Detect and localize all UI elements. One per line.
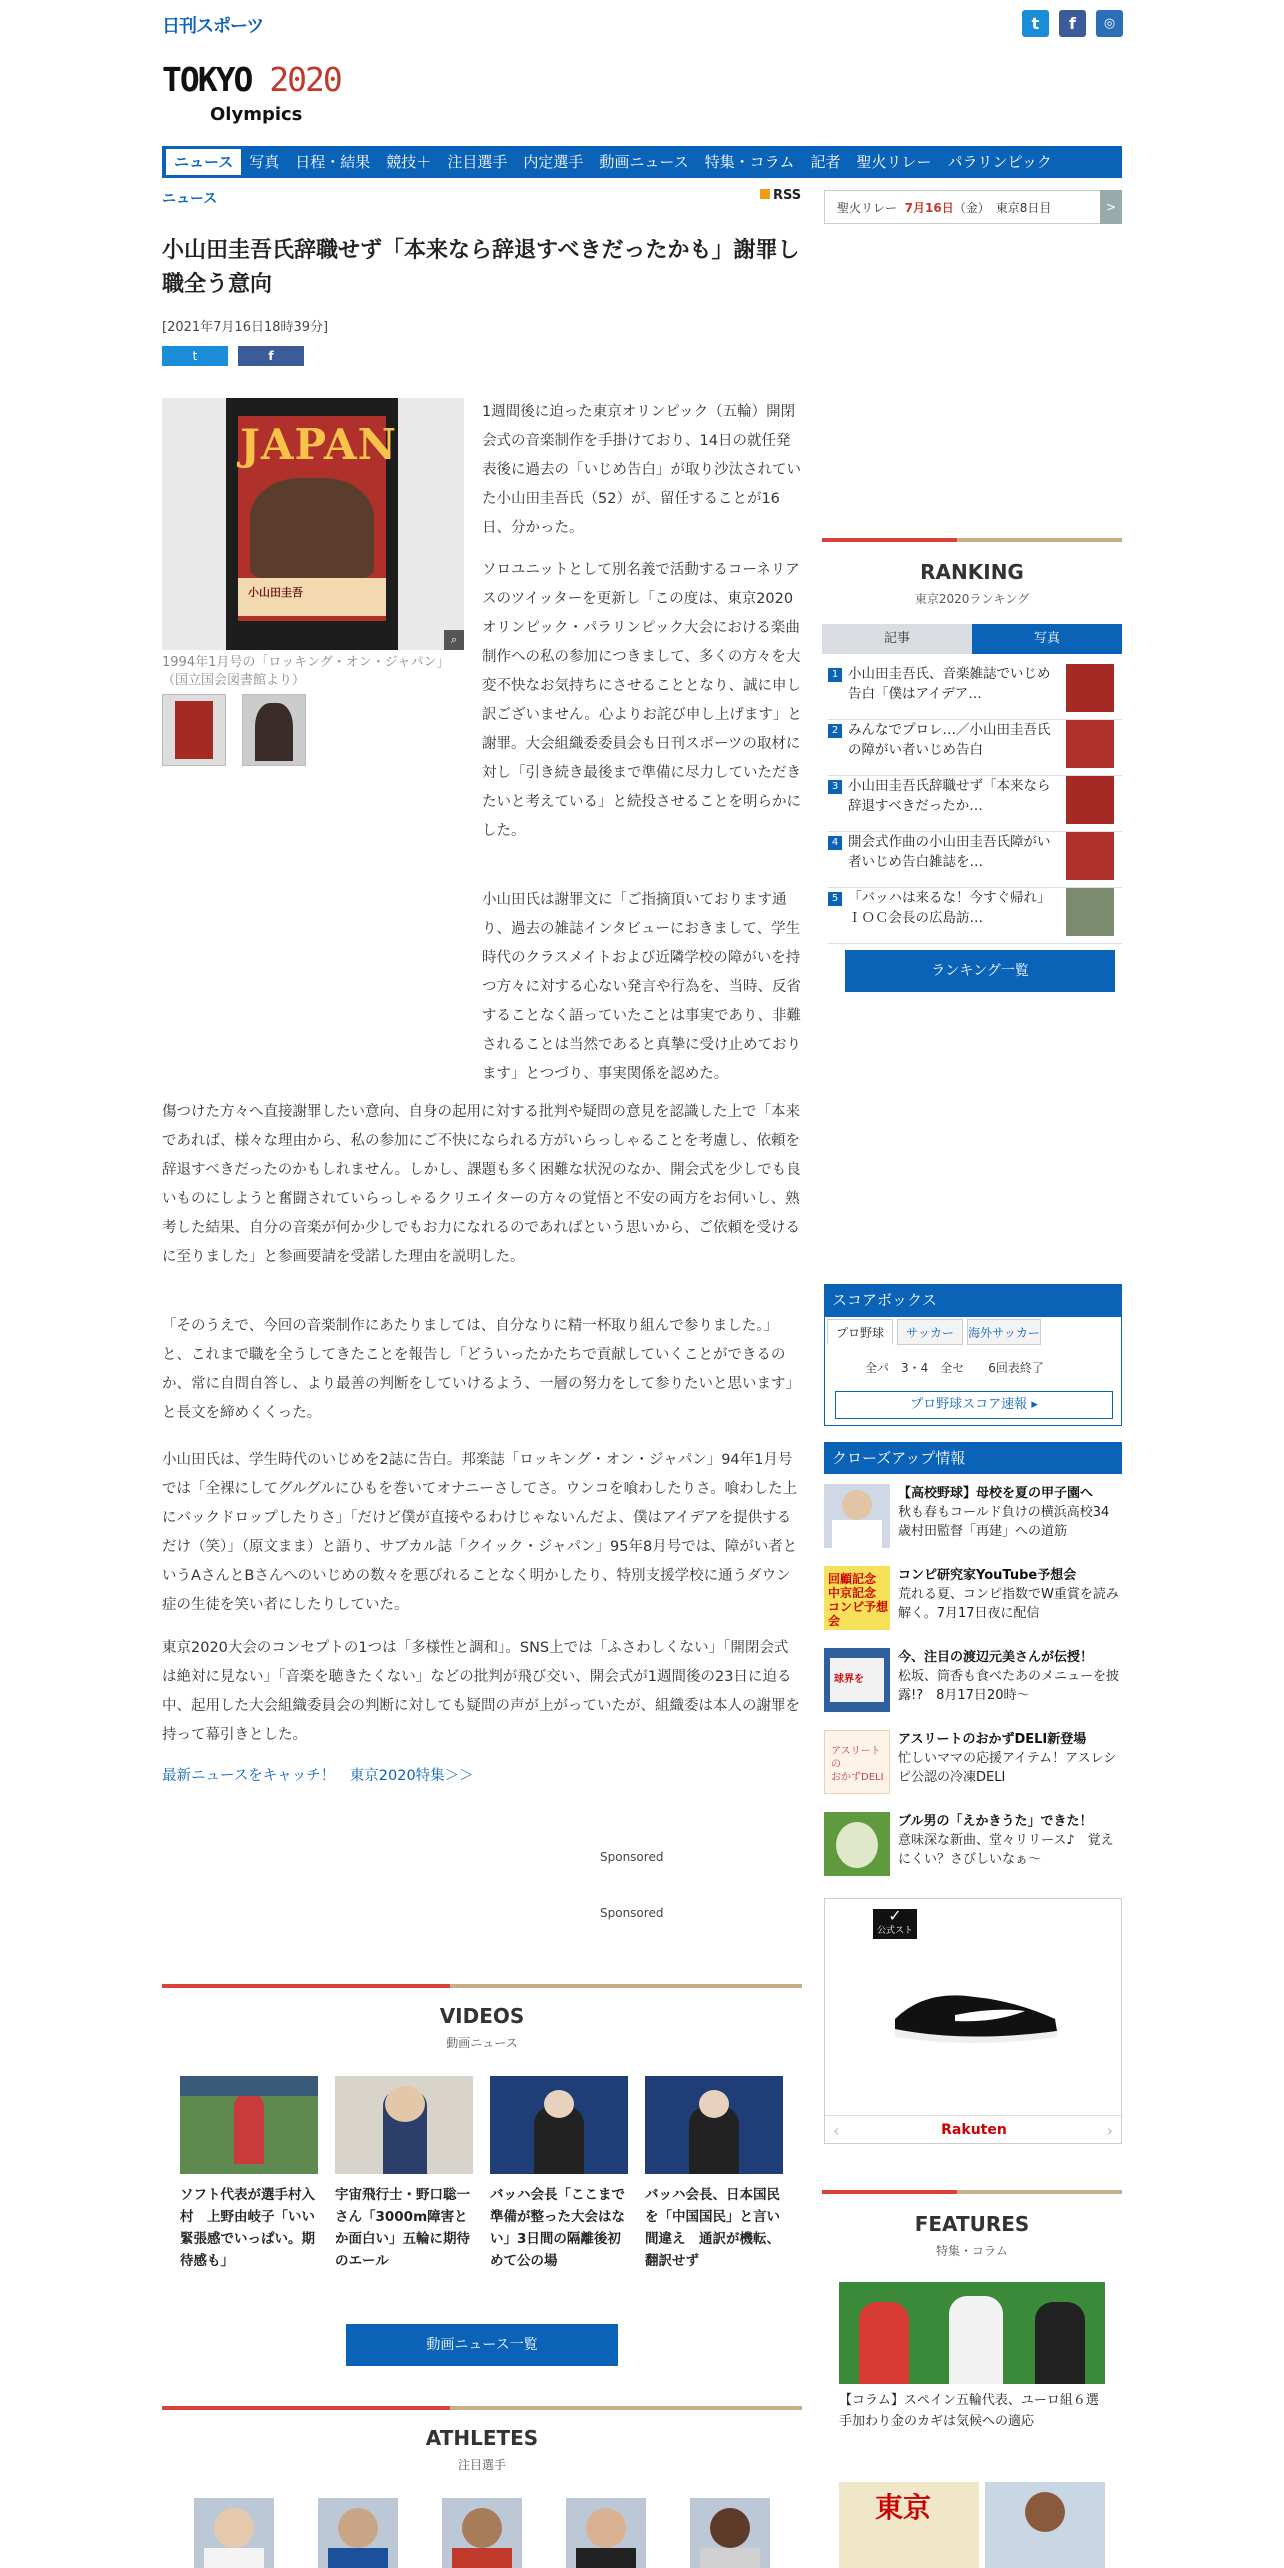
ranking-tab-photos[interactable]: 写真 <box>972 624 1122 654</box>
features-title: FEATURES <box>914 2212 1030 2236</box>
feature-image-text: 東京 <box>875 2491 932 2524</box>
video-card[interactable] <box>180 2076 318 2272</box>
photo-thumbnail-2[interactable] <box>242 694 306 766</box>
main-nav <box>162 146 1122 178</box>
closeup-item[interactable] <box>824 1812 1122 1878</box>
chevron-right-icon[interactable]: › <box>1106 2121 1113 2140</box>
zoom-icon[interactable]: ⌕ <box>444 630 464 650</box>
video-caption: バッハ会長、日本国民を「中国国民」と言い間違え 通訳が機転、翻訳せず <box>645 2187 780 2269</box>
nav-reporters[interactable]: 記者 <box>810 153 841 171</box>
video-thumbnail <box>490 2076 628 2174</box>
closeup-head: アスリートのおかずDELI新登場 <box>898 1732 1087 1747</box>
rss-icon <box>760 189 770 199</box>
closeup-item[interactable] <box>824 1484 1122 1550</box>
article-paragraph: 東京2020大会のコンセプトの1つは「多様性と調和」。SNS上では「ふさわしくない」「開閉会式は絶対に見ない」「音楽を聴きたくない」などの批判が飛び交い、開会式が1週間後の23日に迫る中、起用した大会組織委員会の判断に対しても疑問の声が上がっていたが、組織委は本人の謝罪を持って幕引きとした。 <box>162 1640 800 1743</box>
scorebox-tab-overseas-soccer[interactable]: 海外サッカー <box>967 1319 1041 1345</box>
videos-subtitle: 動画ニュース <box>446 2036 518 2050</box>
score-line[interactable]: 全パ 3・4 全セ 6回表終了 <box>865 1361 1044 1375</box>
social-links <box>1022 10 1123 37</box>
ranking-subtitle: 東京2020ランキング <box>914 592 1030 606</box>
shoe-image <box>885 1979 1065 2049</box>
scorebox-tab-baseball[interactable]: プロ野球 <box>827 1319 893 1345</box>
closeup-head: コンピ研究家YouTube予想会 <box>898 1568 1077 1583</box>
video-thumbnail <box>335 2076 473 2174</box>
tokyo-year: 2020 <box>269 60 341 99</box>
nikkansports-logo[interactable]: 日刊スポーツ <box>162 16 264 37</box>
article-paragraph: 1週間後に迫った東京オリンピック（五輪）開閉会式の音楽制作を手掛けており、14日の就任発表後に過去の「いじめ告白」が取り沙汰されていた小山田圭吾氏（52）が、留任することが16日、分かった。 <box>482 404 801 536</box>
athletes-title: ATHLETES <box>425 2426 539 2450</box>
section-divider <box>162 1984 802 1988</box>
ranking-item[interactable] <box>828 832 1122 888</box>
closeup-body: 忙しいママの応援アイテム！アスレシピ公認の冷凍DELI <box>898 1751 1117 1785</box>
closeup-head: ブル男の「えかきうた」できた！ <box>898 1814 1093 1829</box>
ticker-date: 7月16日 <box>904 200 954 215</box>
sponsored-label: Sponsored <box>600 1850 664 1864</box>
ranking-thumbnail <box>1066 664 1114 712</box>
video-thumbnail <box>180 2076 318 2174</box>
share-twitter-button[interactable]: t <box>162 346 228 366</box>
ticker-next-button[interactable]: > <box>1100 190 1122 224</box>
thumb-image <box>175 701 213 759</box>
article-paragraph <box>482 886 802 1089</box>
closeup-item[interactable] <box>824 1730 1122 1796</box>
closeup-text <box>898 1648 1122 1714</box>
ad-banner[interactable] <box>824 1898 1122 2144</box>
closeup-text <box>898 1730 1122 1796</box>
share-facebook-button[interactable]: f <box>238 346 304 366</box>
athlete-photo[interactable] <box>194 2498 274 2568</box>
cover-name: 小山田圭吾 <box>248 586 303 599</box>
rss-label: RSS <box>773 188 802 203</box>
rank-number: 2 <box>828 724 842 738</box>
ranking-tab-articles[interactable]: 記事 <box>822 624 972 654</box>
closeup-thumbnail: 回顧記念 中京記念 コンピ予想会 <box>824 1566 890 1630</box>
ranking-item[interactable] <box>828 720 1122 776</box>
article-main-photo[interactable] <box>162 398 464 650</box>
ranking-item-title: 小山田圭吾氏、音楽雑誌でいじめ告白「僕はアイデア… <box>848 666 1051 702</box>
athlete-photo[interactable] <box>690 2498 770 2568</box>
scorebox-title: スコアボックス <box>824 1284 1122 1316</box>
nav-selected-athletes[interactable]: 内定選手 <box>523 153 584 171</box>
video-thumbnail <box>645 2076 783 2174</box>
twitter-icon[interactable]: t <box>1022 10 1049 37</box>
rank-number: 1 <box>828 668 842 682</box>
closeup-head: 今、注目の渡辺元美さんが伝授！ <box>898 1650 1094 1665</box>
video-caption: ソフト代表が選手村入村 上野由岐子「いい緊張感でいっぱい。期待感も」 <box>180 2187 315 2269</box>
closeup-text <box>898 1812 1122 1878</box>
swoosh-icon: ✓ <box>888 1906 902 1925</box>
closeup-head: 【高校野球】母校を夏の甲子園へ <box>898 1486 1094 1501</box>
ad-footer: Rakuten <box>825 2115 1123 2143</box>
feature-caption[interactable]: 【コラム】スペイン五輪代表、ユーロ組６選手加わり金のカギは気候への適応 <box>839 2393 1099 2429</box>
videos-title: VIDEOS <box>439 2004 525 2028</box>
video-card[interactable] <box>490 2076 628 2272</box>
photo-thumbnail-1[interactable] <box>162 694 226 766</box>
video-card[interactable] <box>645 2076 783 2272</box>
related-links[interactable]: 最新ニュースをキャッチ！ 東京2020特集＞＞ <box>162 1768 474 1784</box>
athlete-photo[interactable] <box>318 2498 398 2568</box>
ranking-item-title: 小山田圭吾氏辞職せず「本来なら辞退すべきだったか… <box>848 778 1051 814</box>
ranking-list-button[interactable]: ランキング一覧 <box>845 950 1115 992</box>
athlete-photo[interactable] <box>442 2498 522 2568</box>
ranking-thumbnail <box>1066 720 1114 768</box>
feature-image[interactable] <box>839 2482 979 2568</box>
thumb-image <box>255 703 293 761</box>
nav-sports[interactable]: 競技＋ <box>386 153 432 171</box>
nav-featured-athletes[interactable]: 注目選手 <box>447 153 508 171</box>
ad-logo-text: 公式ストア <box>876 1926 913 1980</box>
facebook-icon[interactable]: f <box>1059 10 1086 37</box>
article-headline: 小山田圭吾氏辞職せず「本来なら辞退すべきだったかも」謝罪し職全う意向 <box>162 238 800 297</box>
rss-link[interactable] <box>760 188 801 203</box>
torch-relay-ticker[interactable] <box>824 190 1122 224</box>
photo-caption: 1994年1月号の「ロッキング・オン・ジャパン」（国立国会図書館より） <box>162 655 450 688</box>
features-subtitle: 特集・コラム <box>936 2244 1008 2258</box>
ticker-rest: （金） 東京8日目 <box>953 200 1052 215</box>
athlete-photo[interactable] <box>566 2498 646 2568</box>
video-card[interactable] <box>335 2076 473 2272</box>
closeup-text <box>898 1566 1122 1632</box>
closeup-body: 意味深な新曲、堂々リリース♪ 覚えにくい？さびしいなぁ～ <box>898 1833 1114 1867</box>
chevron-left-icon[interactable]: ‹ <box>833 2121 840 2140</box>
closeup-item[interactable] <box>824 1566 1122 1632</box>
rank-number: 3 <box>828 780 842 794</box>
ranking-item-title: 開会式作曲の小山田圭吾氏障がい者いじめ告白雑誌を… <box>848 834 1051 870</box>
cover-title: JAPAN <box>240 420 397 469</box>
closeup-thumbnail: 球界を <box>824 1648 890 1712</box>
closeup-item[interactable] <box>824 1648 1122 1714</box>
tokyo-word: TOKYO <box>162 60 252 99</box>
article-paragraph-text: 小山田氏は謝罪文に「ご指摘頂いております通り、過去の雑誌インタビューにおきまして、学生時代のクラスメイトおよび近隣学校の障がいを持つ方々に対する心ない発言や行為を、当時、反省することなく語っていたことは事実であり、非難されることは当然であると真摯に受け止めております」とつづり、事実関係を認めた。 <box>482 892 801 1082</box>
nav-torch-relay[interactable]: 聖火リレー <box>856 153 932 171</box>
article-paragraph: ソロユニットとして別名義で活動するコーネリアスのツイッターを更新し「この度は、東京2020オリンピック・パラリンピック大会における楽曲制作への私の参加につきまして、多くの方々を大変不快なお気持ちにさせることとなり、誠に申し訳ございません。心よりお詫び申し上げます」と謝罪。大会組織委委員会も日刊スポーツの取材に対し「引き続き最後まで準備に尽力していただきたいと考えている」と続投させることを明らかにした。 <box>482 562 802 839</box>
nav-features[interactable]: 特集・コラム <box>704 153 795 171</box>
ranking-thumbnail <box>1066 832 1114 880</box>
nav-news[interactable]: ニュース <box>166 149 241 175</box>
breadcrumb[interactable]: ニュース <box>162 191 218 207</box>
scorebox <box>824 1316 1122 1426</box>
article-date: [2021年7月16日18時39分] <box>162 320 329 335</box>
sponsored-label: Sponsored <box>600 1906 664 1920</box>
ranking-title: RANKING <box>920 560 1024 584</box>
closeup-thumbnail <box>824 1484 890 1548</box>
ad-brand-logo <box>873 1906 917 1980</box>
nav-schedule[interactable]: 日程・結果 <box>295 153 371 171</box>
article-paragraph: 傷つけた方々へ直接謝罪したい意向、自身の起用に対する批判や疑問の意見を認識した上で「本来であれば、様々な理由から、私の参加にご不快になられる方がいらっしゃることを考慮し、依頼を辞退すべきだったのかもしれません。しかし、課題も多く困難な状況のなか、開会式を少しでも良いものにしようと奮闘されていらっしゃるクリエイターの方々の覚悟と不安の両方をお伺いし、熟考した結果、自分の音楽が何か少しでもお力になれるのであればという思いから、ご依頼を受けるに至りました」と参画要請を受諾した理由を説明した。 <box>162 1104 801 1265</box>
closeup-body: 秋も春もコールド負けの横浜高校34歳村田監督「再建」への道筋 <box>898 1505 1110 1539</box>
scorebox-tab-soccer[interactable]: サッカー <box>897 1319 963 1345</box>
baseball-score-link[interactable] <box>835 1391 1113 1419</box>
ranking-item[interactable] <box>828 888 1122 944</box>
section-divider <box>822 2190 1122 2194</box>
cover-portrait <box>250 478 374 578</box>
closeup-thumbnail <box>824 1812 890 1876</box>
video-news-list-button[interactable]: 動画ニュース一覧 <box>346 2324 618 2366</box>
closeup-text <box>898 1484 1122 1550</box>
closeup-thumbnail: アスリートの おかずDELI <box>824 1730 890 1794</box>
ticker-label: 聖火リレー <box>837 200 898 215</box>
ranking-item[interactable] <box>828 664 1122 720</box>
section-divider <box>162 2406 802 2410</box>
section-divider <box>822 538 1122 542</box>
video-caption: バッハ会長「ここまで準備が整った大会はない」3日間の隔離後初めて公の場 <box>490 2187 625 2269</box>
closeup-body: 荒れる夏、コンピ指数でW重賞を読み解く。7月17日夜に配信 <box>898 1587 1119 1621</box>
nav-video-news[interactable]: 動画ニュース <box>599 153 689 171</box>
ranking-item-title: 「バッハは来るな！今すぐ帰れ」ＩＯＣ会長の広島訪… <box>848 890 1051 926</box>
olympics-word: Olympics <box>210 104 303 125</box>
chevron-right-icon: ▸ <box>1031 1397 1038 1412</box>
video-caption: 宇宙飛行士・野口聡一さん「3000m障害とか面白い」五輪に期待のエール <box>335 2187 470 2269</box>
rank-number: 4 <box>828 836 842 850</box>
rank-number: 5 <box>828 892 842 906</box>
magazine-cover <box>226 398 398 650</box>
athletes-subtitle: 注目選手 <box>457 2458 506 2472</box>
feature-image[interactable] <box>985 2482 1105 2568</box>
instagram-icon[interactable]: ◎ <box>1096 10 1123 37</box>
article-paragraph: 小山田氏は、学生時代のいじめを2誌に告白。邦楽誌「ロッキング・オン・ジャパン」94年1月号では「全裸にしてグルグルにひもを巻いてオナニーさしてさ。ウンコを喰わしたりさ。喰わした上にバックドロップしたりさ」「だけど僕が直接やるわけじゃないんだよ、僕はアイデアを提供するだけ（笑）」（原文まま）と語り、サブカル誌「クイック・ジャパン」95年8月号では、障がい者というAさんとBさんへのいじめの数々を悪びれることなく明かしたり、特別支援学校に通うダウン症の生徒を笑い者にしたりしていた。 <box>162 1452 798 1613</box>
nav-photo[interactable]: 写真 <box>249 153 280 171</box>
tokyo2020-logo[interactable] <box>162 60 341 99</box>
closeup-title: クローズアップ情報 <box>824 1442 1122 1474</box>
ranking-item[interactable] <box>828 776 1122 832</box>
article-paragraph: 「そのうえで、今回の音楽制作にあたりましては、自分なりに精一杯取り組んで参りました。」と、これまで職を全うしてきたことを報告し「どういったかたちで貢献していくことができるのか、常に自問自答し、より最善の判断をしていけるよう、一層の努力をして参りたいと思います」と長文を締めくくった。 <box>162 1318 800 1421</box>
ranking-item-title: みんなでプロレ…／小山田圭吾氏の障がい者いじめ告白 <box>848 722 1051 758</box>
ranking-thumbnail <box>1066 888 1114 936</box>
nav-paralympics[interactable]: パラリンピック <box>947 153 1052 171</box>
closeup-body: 松坂、筒香も食べたあのメニューを披露!? 8月17日20時～ <box>898 1669 1120 1703</box>
score-link-label: プロ野球スコア速報 <box>910 1397 1028 1412</box>
ranking-thumbnail <box>1066 776 1114 824</box>
feature-image[interactable] <box>839 2282 1105 2384</box>
